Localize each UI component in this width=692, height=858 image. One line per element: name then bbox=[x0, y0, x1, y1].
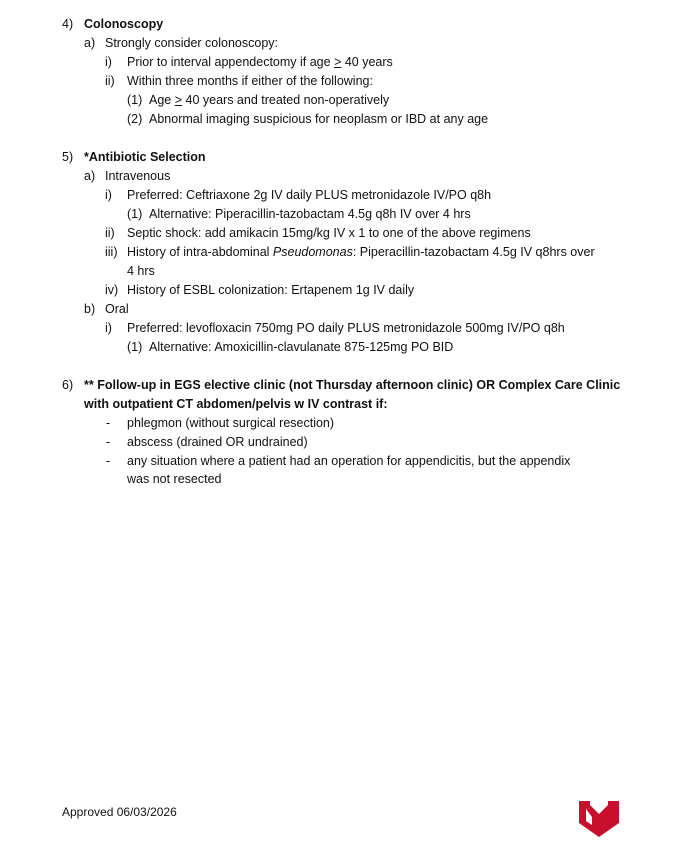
s5-a-text: Intravenous bbox=[105, 169, 171, 183]
s4-a-text: Strongly consider colonoscopy: bbox=[105, 36, 279, 50]
s4-ii-text: Within three months if either of the following: bbox=[127, 74, 373, 88]
s5-iii-text-cont: 4 hrs bbox=[127, 264, 155, 278]
s5-iii-text: History of intra-abdominal Pseudomonas: Piperacillin-tazobactam 4.5g IV q8hrs over bbox=[127, 245, 595, 259]
s5-bi1-marker: (1) bbox=[127, 340, 143, 354]
university-n-logo-icon bbox=[578, 797, 620, 839]
s5-ii-text: Septic shock: add amikacin 15mg/kg IV x 1 to one of the above regimens bbox=[127, 226, 531, 240]
s4-p1-marker: (1) bbox=[127, 93, 143, 107]
s6-bullet-marker: - bbox=[106, 416, 111, 430]
s5-i1-text: Alternative: Piperacillin-tazobactam 4.5g q8h IV over 4 hrs bbox=[149, 207, 471, 221]
s4-p2-text: Abnormal imaging suspicious for neoplasm or IBD at any age bbox=[149, 112, 489, 126]
s5-iv-text: History of ESBL colonization: Ertapenem 1g IV daily bbox=[127, 283, 415, 297]
s5-ii-marker: ii) bbox=[105, 226, 115, 240]
section-5-number: 5) bbox=[62, 150, 74, 164]
s5-iii-marker: iii) bbox=[105, 245, 118, 259]
s5-bi-text: Preferred: levofloxacin 750mg PO daily PLUS metronidazole 500mg IV/PO q8h bbox=[127, 321, 565, 335]
s4-i-marker: i) bbox=[105, 55, 112, 69]
s5-b-marker: b) bbox=[84, 302, 96, 316]
s6-bullet-marker: - bbox=[106, 454, 111, 468]
s5-a-marker: a) bbox=[84, 169, 96, 183]
s5-bi-marker: i) bbox=[105, 321, 112, 335]
s6-bullet-text-cont: was not resected bbox=[127, 472, 222, 486]
s5-iv-marker: iv) bbox=[105, 283, 119, 297]
section-6-title-line2: with outpatient CT abdomen/pelvis w IV contrast if: bbox=[84, 397, 388, 411]
s4-a-marker: a) bbox=[84, 36, 96, 50]
s4-p2-marker: (2) bbox=[127, 112, 143, 126]
s4-ii-marker: ii) bbox=[105, 74, 115, 88]
s6-bullet-text: abscess (drained OR undrained) bbox=[127, 435, 308, 449]
s4-i-text: Prior to interval appendectomy if age > 40 years bbox=[127, 55, 393, 69]
approved-date: Approved 06/03/2026 bbox=[62, 805, 177, 819]
section-4-number: 4) bbox=[62, 17, 74, 31]
section-6-title-line1: ** Follow-up in EGS elective clinic (not Thursday afternoon clinic) OR Complex Care Clinic bbox=[84, 378, 621, 392]
s5-bi1-text: Alternative: Amoxicillin-clavulanate 875-125mg PO BID bbox=[149, 340, 454, 354]
s4-p1-text: Age > 40 years and treated non-operatively bbox=[149, 93, 390, 107]
s5-i-marker: i) bbox=[105, 188, 112, 202]
section-6-number: 6) bbox=[62, 378, 74, 392]
s6-bullet-text: phlegmon (without surgical resection) bbox=[127, 416, 335, 430]
s5-i1-marker: (1) bbox=[127, 207, 143, 221]
s6-bullet-text: any situation where a patient had an operation for appendicitis, but the appendix bbox=[127, 454, 571, 468]
s5-b-text: Oral bbox=[105, 302, 129, 316]
section-4-title: Colonoscopy bbox=[84, 17, 164, 31]
s6-bullet-marker: - bbox=[106, 435, 111, 449]
section-5-title: *Antibiotic Selection bbox=[84, 150, 206, 164]
s5-i-text: Preferred: Ceftriaxone 2g IV daily PLUS metronidazole IV/PO q8h bbox=[127, 188, 492, 202]
